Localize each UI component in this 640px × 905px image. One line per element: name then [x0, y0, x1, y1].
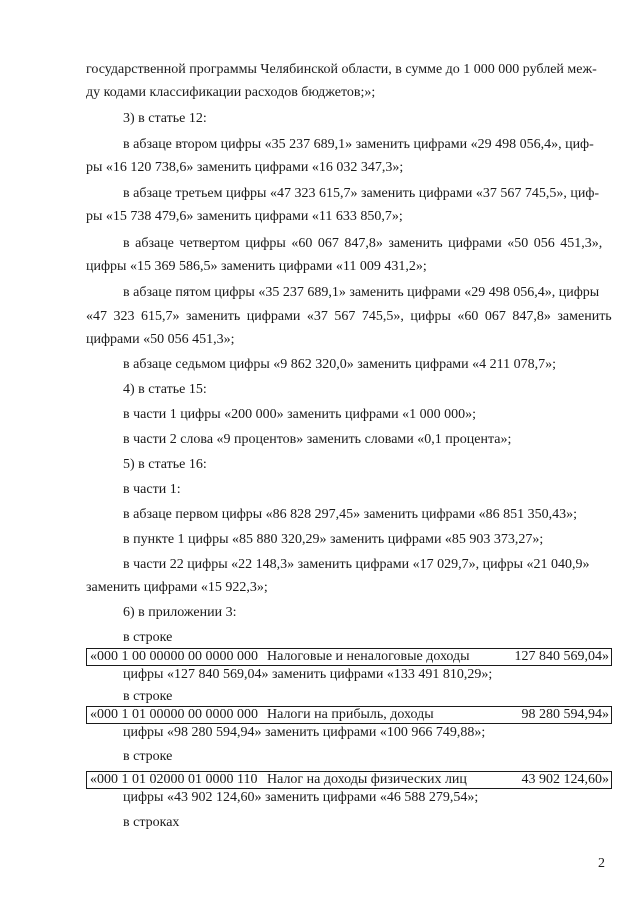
text-line: в строке	[123, 749, 173, 764]
budget-amount: 43 902 124,60»	[521, 772, 609, 787]
text-line: в части 2 слова «9 процентов» заменить словами «0,1 процента»;	[123, 432, 512, 447]
text-line: цифры «15 369 586,5» заменить цифрами «11 009 431,2»;	[86, 259, 427, 274]
text-line: ры «15 738 479,6» заменить цифрами «11 633 850,7»;	[86, 209, 403, 224]
text-line: цифрами «50 056 451,3»;	[86, 332, 235, 347]
text-line: цифры «43 902 124,60» заменить цифрами «46 588 279,54»;	[123, 790, 479, 805]
text-line: в строке	[123, 630, 173, 645]
text-line: в абзаце первом цифры «86 828 297,45» заменить цифрами «86 851 350,43»;	[123, 507, 577, 522]
text-line: заменить цифрами «15 922,3»;	[86, 580, 268, 595]
text-line: в абзаце седьмом цифры «9 862 320,0» заменить цифрами «4 211 078,7»;	[123, 357, 557, 372]
page-number: 2	[598, 856, 605, 871]
section-heading: 6) в приложении 3:	[123, 605, 237, 620]
text-line: в части 22 цифры «22 148,3» заменить цифрами «17 029,7», цифры «21 040,9»	[123, 557, 590, 572]
text-line: ду кодами классификации расходов бюджетов;»;	[86, 85, 376, 100]
text-line: государственной программы Челябинской области, в сумме до 1 000 000 рублей меж-	[86, 62, 597, 77]
budget-code: «000 1 01 02000 01 0000 110	[90, 772, 258, 787]
text-line: в строках	[123, 815, 180, 830]
budget-code-row	[86, 706, 612, 724]
text-line: ры «16 120 738,6» заменить цифрами «16 032 347,3»;	[86, 160, 404, 175]
text-line: в части 1:	[123, 482, 181, 497]
text-line: «47 323 615,7» заменить цифрами «37 567 745,5», цифры «60 067 847,8» заменить	[86, 309, 612, 324]
budget-code: «000 1 01 00000 00 0000 000	[90, 707, 258, 722]
text-line: цифры «98 280 594,94» заменить цифрами «100 966 749,88»;	[123, 725, 486, 740]
budget-item-name: Налоги на прибыль, доходы	[267, 707, 434, 722]
text-line: цифры «127 840 569,04» заменить цифрами «133 491 810,29»;	[123, 667, 493, 682]
text-line: в абзаце третьем цифры «47 323 615,7» заменить цифрами «37 567 745,5», циф-	[123, 186, 600, 201]
text-line: в абзаце четвертом цифры «60 067 847,8» заменить цифрами «50 056 451,3»,	[123, 236, 603, 251]
budget-item-name: Налог на доходы физических лиц	[267, 772, 467, 787]
section-heading: 4) в статье 15:	[123, 382, 207, 397]
budget-code: «000 1 00 00000 00 0000 000	[90, 649, 258, 664]
budget-code-row	[86, 648, 612, 666]
text-line: в абзаце пятом цифры «35 237 689,1» заменить цифрами «29 498 056,4», цифры	[123, 285, 600, 300]
budget-item-name: Налоговые и неналоговые доходы	[267, 649, 470, 664]
text-line: в абзаце втором цифры «35 237 689,1» заменить цифрами «29 498 056,4», циф-	[123, 137, 594, 152]
budget-amount: 98 280 594,94»	[521, 707, 609, 722]
section-heading: 3) в статье 12:	[123, 111, 207, 126]
section-heading: 5) в статье 16:	[123, 457, 207, 472]
budget-code-row	[86, 771, 612, 789]
text-line: в части 1 цифры «200 000» заменить цифрами «1 000 000»;	[123, 407, 476, 422]
budget-amount: 127 840 569,04»	[514, 649, 609, 664]
text-line: в пункте 1 цифры «85 880 320,29» заменить цифрами «85 903 373,27»;	[123, 532, 544, 547]
text-line: в строке	[123, 689, 173, 704]
